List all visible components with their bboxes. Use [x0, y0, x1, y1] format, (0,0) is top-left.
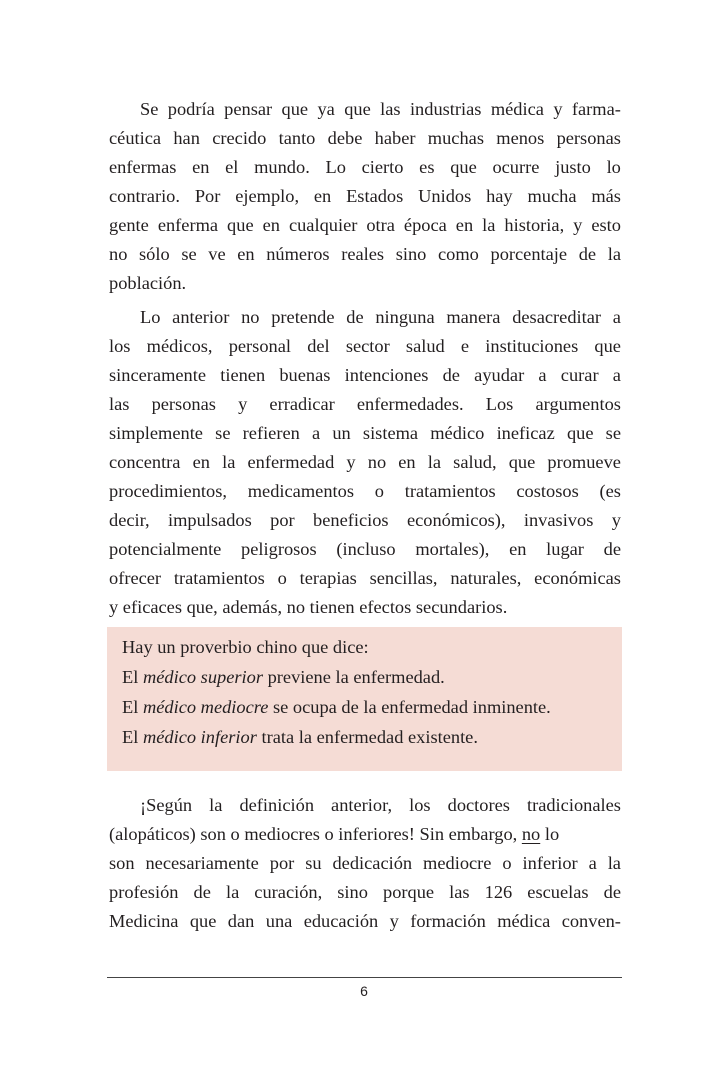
word: en — [313, 186, 332, 206]
word: no — [109, 244, 128, 264]
word: ya — [317, 99, 335, 119]
word: han — [173, 128, 200, 148]
word: concentra — [109, 452, 181, 472]
word: económicas — [534, 568, 621, 588]
word: la — [222, 452, 236, 472]
word: no — [241, 307, 260, 327]
word: doctores — [447, 795, 510, 815]
word: en — [262, 215, 280, 235]
word: sólo — [139, 244, 170, 264]
word: tienen — [220, 365, 266, 385]
word: los — [409, 795, 431, 815]
word: que — [566, 423, 594, 443]
word: se — [215, 423, 231, 443]
word: procedimientos, — [109, 481, 227, 501]
text-line — [109, 361, 621, 390]
word: farma- — [571, 99, 621, 119]
word: en — [192, 157, 210, 177]
word: se — [181, 244, 197, 264]
proverb-line: El médico inferior trata la enfermedad existente. — [122, 722, 612, 752]
word: desacreditar — [512, 307, 602, 327]
text-line — [109, 240, 621, 269]
word: educación — [303, 911, 379, 931]
word: que — [450, 157, 477, 177]
word: necesariamente — [145, 853, 259, 873]
word: curación, — [254, 882, 323, 902]
proverb-box — [107, 627, 622, 771]
word: cierto — [361, 157, 404, 177]
text-line — [109, 878, 621, 907]
word: ocurre — [492, 157, 540, 177]
word: manera — [446, 307, 501, 327]
word: medicamentos — [247, 481, 354, 501]
word: 126 — [484, 882, 513, 902]
text-line — [109, 182, 621, 211]
paragraph-2 — [109, 303, 621, 622]
word: a — [612, 365, 621, 385]
word: la — [607, 244, 621, 264]
word: ofrecer — [109, 568, 162, 588]
word: justo — [555, 157, 591, 177]
word: un — [332, 423, 351, 443]
word: Lo — [140, 307, 161, 327]
word: las — [449, 882, 470, 902]
word: y — [573, 215, 583, 235]
text-line — [109, 506, 621, 535]
word: o — [374, 481, 384, 501]
text-line — [109, 448, 621, 477]
word: e — [460, 336, 470, 356]
word: médico — [430, 423, 485, 443]
word: personal — [228, 336, 292, 356]
word: ninguna — [375, 307, 435, 327]
word: porcentaje — [490, 244, 568, 264]
word: terapias — [299, 568, 357, 588]
word: podría — [167, 99, 215, 119]
word: en — [455, 215, 474, 235]
word: mundo. — [254, 157, 310, 177]
word: que — [344, 99, 371, 119]
word: mediocre — [423, 853, 492, 873]
text-line — [109, 332, 621, 361]
word: ¡Según — [140, 795, 193, 815]
word: y — [238, 394, 248, 414]
word: refieren — [242, 423, 300, 443]
word: los — [109, 336, 131, 356]
word: las — [380, 99, 401, 119]
word: salud — [405, 336, 445, 356]
word: en — [237, 244, 255, 264]
word: sistema — [362, 423, 419, 443]
word: contrario. — [109, 186, 180, 206]
proverb-term: médico inferior — [142, 727, 257, 747]
text-line — [109, 153, 621, 182]
footer-divider — [107, 977, 622, 978]
word: que — [189, 911, 217, 931]
word: simplemente — [109, 423, 203, 443]
word: de — [346, 307, 364, 327]
word: ineficaz — [496, 423, 555, 443]
word: enfermedades. — [356, 394, 464, 414]
word: definición — [239, 795, 315, 815]
word: inferior — [522, 853, 578, 873]
word: pensar — [224, 99, 273, 119]
word: mortales), — [415, 539, 490, 559]
word: la — [482, 215, 496, 235]
word: la — [427, 452, 442, 472]
emphasis-underline: no — [521, 824, 541, 844]
word: debe — [327, 128, 363, 148]
word: hay — [486, 186, 513, 206]
text-line — [109, 95, 621, 124]
proverb-line: El médico superior previene la enfermedad. — [122, 662, 612, 692]
word: tanto — [278, 128, 316, 148]
word: sinceramente — [109, 365, 207, 385]
text-line: y eficaces que, además, no tienen efectos secundarios. — [109, 597, 508, 617]
word: son — [109, 853, 135, 873]
word: como — [438, 244, 479, 264]
word: de — [603, 539, 621, 559]
line-text: (alopáticos) son o mediocres o inferiores! Sin embargo, no lo — [109, 824, 560, 844]
word: (es — [599, 481, 621, 501]
word: profesión — [109, 882, 179, 902]
word: ve — [208, 244, 226, 264]
word: a — [538, 365, 547, 385]
word: pretende — [271, 307, 335, 327]
text-line — [109, 124, 621, 153]
word: conven- — [561, 911, 621, 931]
word: salud, — [453, 452, 497, 472]
word: sector — [345, 336, 390, 356]
text-line — [109, 907, 621, 936]
word: promueve — [547, 452, 621, 472]
word: personas — [151, 394, 216, 414]
word: no — [367, 452, 387, 472]
word: lo — [606, 157, 621, 177]
word: enfermedad — [247, 452, 335, 472]
word: las — [109, 394, 130, 414]
text-line — [109, 211, 621, 240]
word: médica — [490, 99, 544, 119]
word: invasivos — [523, 510, 594, 530]
word: es — [419, 157, 435, 177]
paragraph-3 — [109, 791, 621, 936]
word: Medicina — [109, 911, 179, 931]
proverb-term: médico superior — [142, 667, 263, 687]
word: por — [270, 510, 295, 530]
word: la — [607, 853, 621, 873]
word: Por — [194, 186, 221, 206]
word: que — [594, 336, 621, 356]
word: y — [389, 911, 399, 931]
text-line — [109, 564, 621, 593]
word: tradicionales — [526, 795, 621, 815]
proverb-text — [122, 632, 612, 752]
word: a — [312, 423, 321, 443]
word: ayudar — [474, 365, 525, 385]
word: ejemplo, — [235, 186, 300, 206]
word: historia, — [504, 215, 565, 235]
word: personas — [556, 128, 621, 148]
proverb-intro: Hay un proverbio chino que dice: — [122, 637, 369, 657]
word: haber — [374, 128, 416, 148]
word: tratamientos — [404, 481, 496, 501]
word: se — [605, 423, 621, 443]
word: costosos — [516, 481, 579, 501]
word: y — [553, 99, 563, 119]
word: escuelas — [527, 882, 589, 902]
word: reales — [341, 244, 385, 264]
word: números — [266, 244, 330, 264]
word: instituciones — [485, 336, 579, 356]
paragraph-1 — [109, 95, 621, 298]
text-line — [109, 820, 621, 849]
word: que — [281, 99, 309, 119]
word: su — [305, 853, 322, 873]
text-line — [109, 477, 621, 506]
word: buenas — [279, 365, 331, 385]
word: cualquier — [288, 215, 358, 235]
word: esto — [591, 215, 621, 235]
word: Unidos — [418, 186, 472, 206]
word: o — [502, 853, 512, 873]
text-line — [109, 849, 621, 878]
word: curar — [560, 365, 599, 385]
word: de — [442, 365, 460, 385]
word: o — [277, 568, 287, 588]
proverb-term: médico mediocre — [142, 697, 269, 717]
word: una — [265, 911, 293, 931]
word: intenciones — [344, 365, 429, 385]
word: época — [403, 215, 447, 235]
word: anterior, — [331, 795, 393, 815]
text-line — [109, 791, 621, 820]
word: el — [225, 157, 239, 177]
word: crecido — [212, 128, 267, 148]
word: más — [591, 186, 621, 206]
word: industrias — [409, 99, 482, 119]
word: céutica — [109, 128, 162, 148]
word: médica — [497, 911, 551, 931]
word: sino — [395, 244, 427, 264]
word: en — [509, 539, 527, 559]
word: Estados — [346, 186, 404, 206]
proverb-line: El médico mediocre se ocupa de la enfermedad inminente. — [122, 692, 612, 722]
word: a — [588, 853, 597, 873]
word: de — [193, 882, 211, 902]
word: naturales, — [450, 568, 522, 588]
text-line — [109, 535, 621, 564]
word: mucha — [527, 186, 577, 206]
word: Se — [140, 99, 159, 119]
word: (incluso — [336, 539, 396, 559]
word: que — [508, 452, 536, 472]
word: impulsados — [167, 510, 252, 530]
word: formación — [410, 911, 486, 931]
word: lugar — [546, 539, 584, 559]
word: beneficios — [313, 510, 389, 530]
word: argumentos — [535, 394, 621, 414]
word: otra — [366, 215, 395, 235]
text-line: población. — [109, 273, 187, 293]
word: sencillas, — [369, 568, 438, 588]
word: menos — [496, 128, 545, 148]
word: enfermas — [109, 157, 177, 177]
word: decir, — [109, 510, 150, 530]
word: gente — [109, 215, 149, 235]
word: enferma — [157, 215, 219, 235]
word: la — [209, 795, 223, 815]
word: potencialmente — [109, 539, 222, 559]
word: y — [611, 510, 621, 530]
word: sino — [337, 882, 368, 902]
word: a — [612, 307, 621, 327]
text-line — [109, 390, 621, 419]
text-line — [109, 419, 621, 448]
word: anterior — [172, 307, 230, 327]
word: de — [578, 244, 597, 264]
word: porque — [383, 882, 435, 902]
word: erradicar — [269, 394, 335, 414]
word: tratamientos — [173, 568, 265, 588]
word: y — [346, 452, 356, 472]
word: que — [227, 215, 254, 235]
word: peligrosos — [241, 539, 317, 559]
word: médicos, — [146, 336, 213, 356]
page-number: 6 — [360, 983, 368, 999]
word: del — [307, 336, 330, 356]
word: dan — [227, 911, 255, 931]
text-line — [109, 303, 621, 332]
word: en — [192, 452, 210, 472]
word: la — [225, 882, 240, 902]
word: de — [603, 882, 621, 902]
word: dedicación — [332, 853, 413, 873]
word: por — [269, 853, 295, 873]
word: muchas — [427, 128, 484, 148]
word: Los — [485, 394, 514, 414]
word: Lo — [325, 157, 346, 177]
word: en — [398, 452, 416, 472]
word: económicos), — [406, 510, 506, 530]
